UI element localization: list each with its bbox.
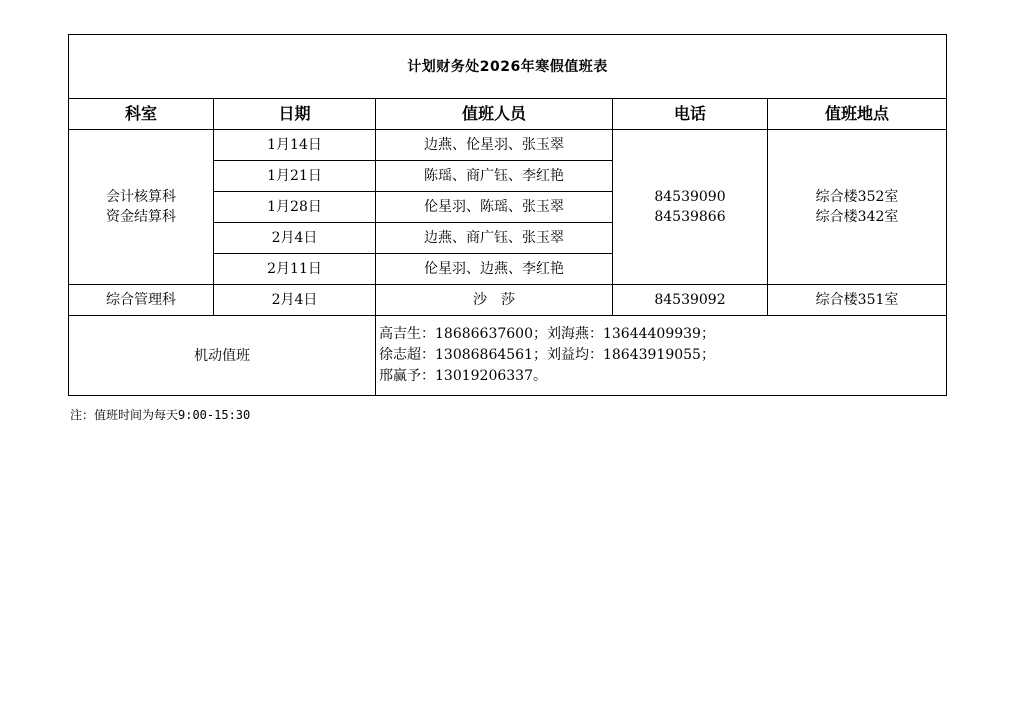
staff-cell: 陈瑶、商广钰、李红艳	[376, 161, 613, 192]
dept-name: 会计核算科	[106, 189, 176, 205]
phone-cell: 84539092	[613, 285, 768, 316]
header-location: 值班地点	[768, 99, 947, 130]
header-row	[69, 99, 947, 130]
standby-label: 机动值班	[69, 316, 376, 396]
date-cell: 2月4日	[214, 285, 376, 316]
header-phone: 电话	[613, 99, 768, 130]
dept-name: 资金结算科	[106, 209, 176, 225]
header-staff: 值班人员	[376, 99, 613, 130]
location-name: 综合楼352室	[815, 189, 899, 205]
page-title: 计划财务处2026年寒假值班表	[69, 35, 947, 99]
table-row	[69, 130, 947, 161]
date-cell: 2月4日	[214, 223, 376, 254]
duty-roster-table	[68, 34, 947, 396]
date-cell: 1月21日	[214, 161, 376, 192]
phone-cell	[613, 130, 768, 285]
staff-cell: 伦星羽、陈瑶、张玉翠	[376, 192, 613, 223]
contact-line: 高吉生：18686637600；刘海燕：13644409939；	[379, 326, 715, 342]
location-cell: 综合楼351室	[768, 285, 947, 316]
contact-line: 徐志超：13086864561；刘益均：18643919055；	[379, 347, 715, 363]
standby-contacts	[376, 316, 947, 396]
phone-number: 84539866	[654, 209, 726, 225]
header-date: 日期	[214, 99, 376, 130]
footnote: 注：值班时间为每天9:00-15:30	[70, 408, 251, 422]
header-dept: 科室	[69, 99, 214, 130]
date-cell: 1月14日	[214, 130, 376, 161]
location-cell	[768, 130, 947, 285]
location-name: 综合楼342室	[815, 209, 899, 225]
date-cell: 1月28日	[214, 192, 376, 223]
staff-cell: 边燕、商广钰、张玉翠	[376, 223, 613, 254]
table-row	[69, 285, 947, 316]
dept-cell: 综合管理科	[69, 285, 214, 316]
standby-row	[69, 316, 947, 396]
contact-line: 邢赢予：13019206337。	[379, 368, 547, 384]
dept-cell	[69, 130, 214, 285]
phone-number: 84539090	[654, 189, 726, 205]
staff-cell: 伦星羽、边燕、李红艳	[376, 254, 613, 285]
staff-cell: 沙 莎	[376, 285, 613, 316]
date-cell: 2月11日	[214, 254, 376, 285]
staff-cell: 边燕、伦星羽、张玉翠	[376, 130, 613, 161]
